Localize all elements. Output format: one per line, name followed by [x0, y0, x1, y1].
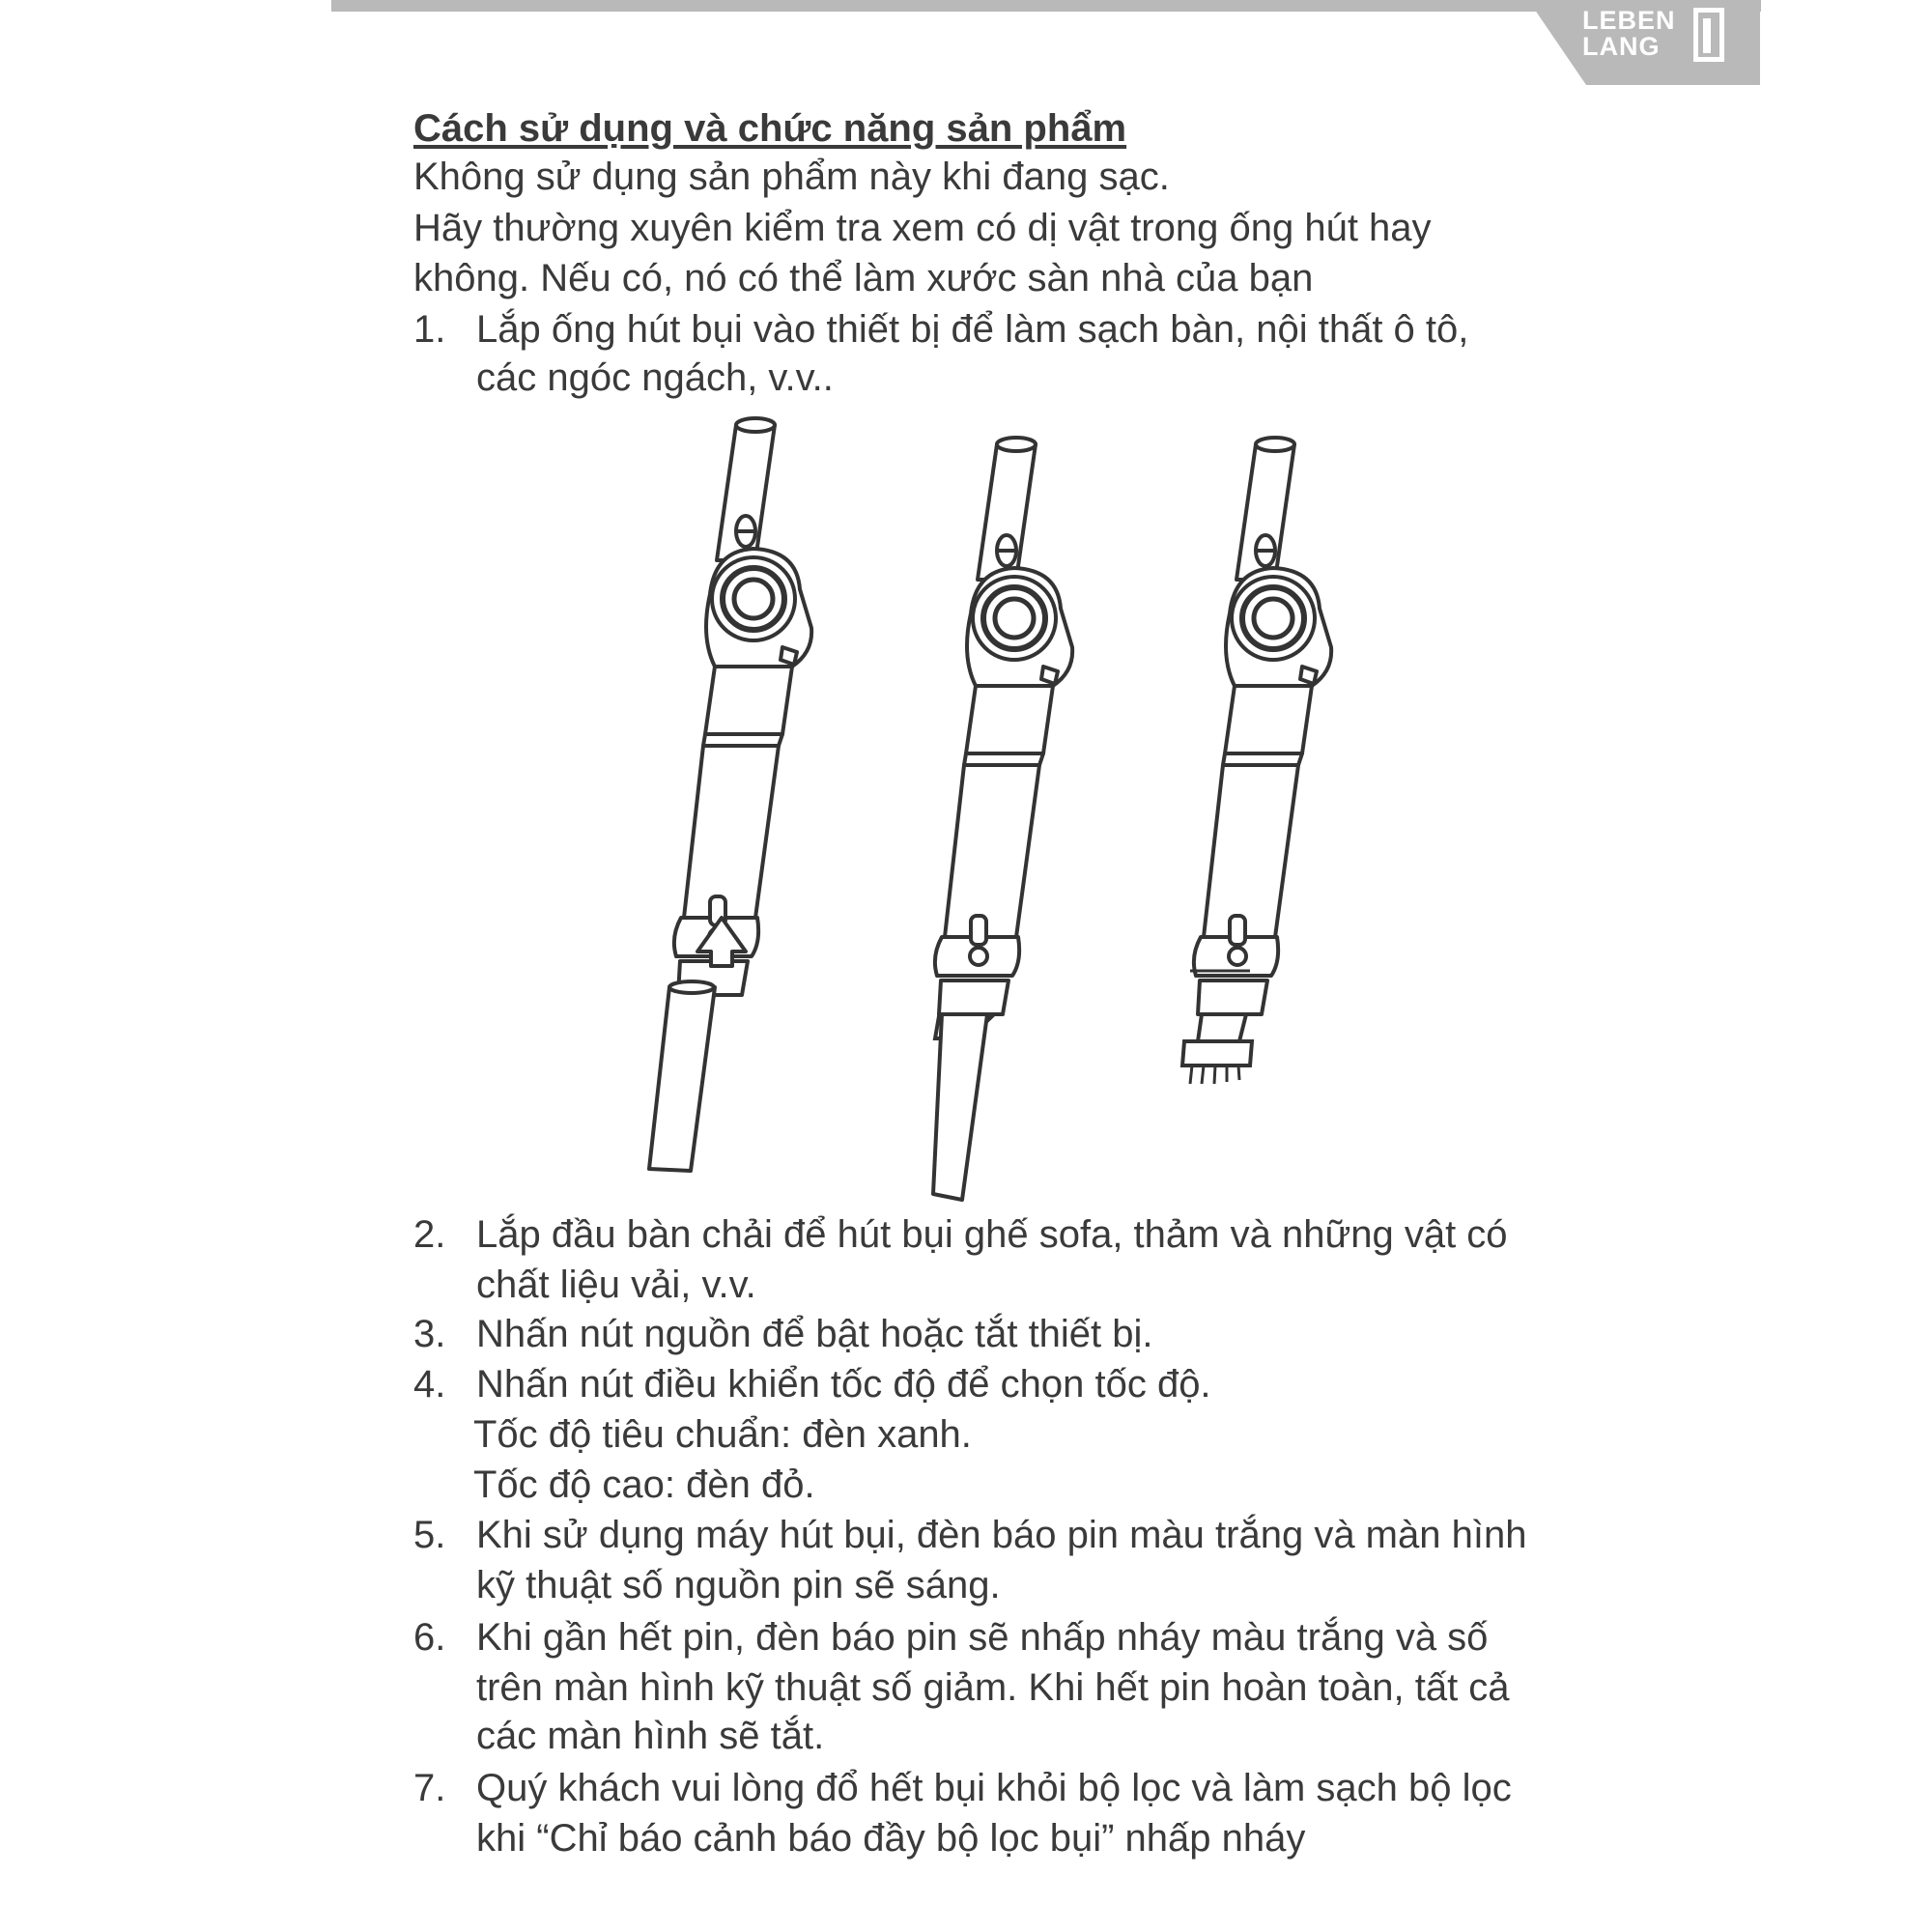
list-item-3-line-1: Nhấn nút nguồn để bật hoặc tắt thiết bị.	[476, 1313, 1153, 1355]
intro-line-1: Không sử dụng sản phẩm này khi đang sạc.	[413, 156, 1170, 198]
list-item-number: 6.	[413, 1616, 446, 1659]
list-item-number: 4.	[413, 1363, 446, 1406]
intro-line-2: Hãy thường xuyên kiểm tra xem có dị vật trong ống hút hay	[413, 207, 1432, 249]
list-item-4-line-3: Tốc độ cao: đèn đỏ.	[473, 1463, 815, 1506]
list-item-number: 2.	[413, 1213, 446, 1256]
list-item-5-line-2: kỹ thuật số nguồn pin sẽ sáng.	[476, 1564, 1001, 1606]
list-item-1-line-1: Lắp ống hút bụi vào thiết bị để làm sạch bàn, nội thất ô tô,	[476, 308, 1469, 351]
list-item-4-line-2: Tốc độ tiêu chuẩn: đèn xanh.	[473, 1413, 972, 1456]
intro-line-3: không. Nếu có, nó có thể làm xước sàn nhà của bạn	[413, 257, 1314, 299]
list-item-2-line-1: Lắp đầu bàn chải để hút bụi ghế sofa, thảm và những vật có	[476, 1213, 1508, 1256]
brand-line-2: LANG	[1582, 32, 1661, 61]
list-item-5-line-1: Khi sử dụng máy hút bụi, đèn báo pin màu trắng và màn hình	[476, 1514, 1527, 1556]
list-item-6-line-1: Khi gần hết pin, đèn báo pin sẽ nhấp nháy màu trắng và số	[476, 1616, 1489, 1659]
brand-line-1: LEBEN	[1582, 6, 1676, 35]
list-item-1-line-2: các ngóc ngách, v.v..	[476, 356, 834, 399]
list-item-6-line-3: các màn hình sẽ tắt.	[476, 1715, 825, 1757]
list-item-number: 1.	[413, 308, 446, 351]
list-item-7-line-2: khi “Chỉ báo cảnh báo đầy bộ lọc bụi” nhấp nháy	[476, 1817, 1306, 1860]
page-title: Cách sử dụng và chức năng sản phẩm	[413, 107, 1127, 150]
list-item-2-line-2: chất liệu vải, v.v.	[476, 1264, 756, 1306]
list-item-number: 3.	[413, 1313, 446, 1355]
list-item-number: 5.	[413, 1514, 446, 1556]
list-item-6-line-2: trên màn hình kỹ thuật số giảm. Khi hết pin hoàn toàn, tất cả	[476, 1666, 1510, 1709]
list-item-number: 7.	[413, 1767, 446, 1809]
list-item-4-line-1: Nhấn nút điều khiển tốc độ để chọn tốc độ.	[476, 1363, 1211, 1406]
list-item-7-line-1: Quý khách vui lòng đổ hết bụi khỏi bộ lọc và làm sạch bộ lọc	[476, 1767, 1512, 1809]
